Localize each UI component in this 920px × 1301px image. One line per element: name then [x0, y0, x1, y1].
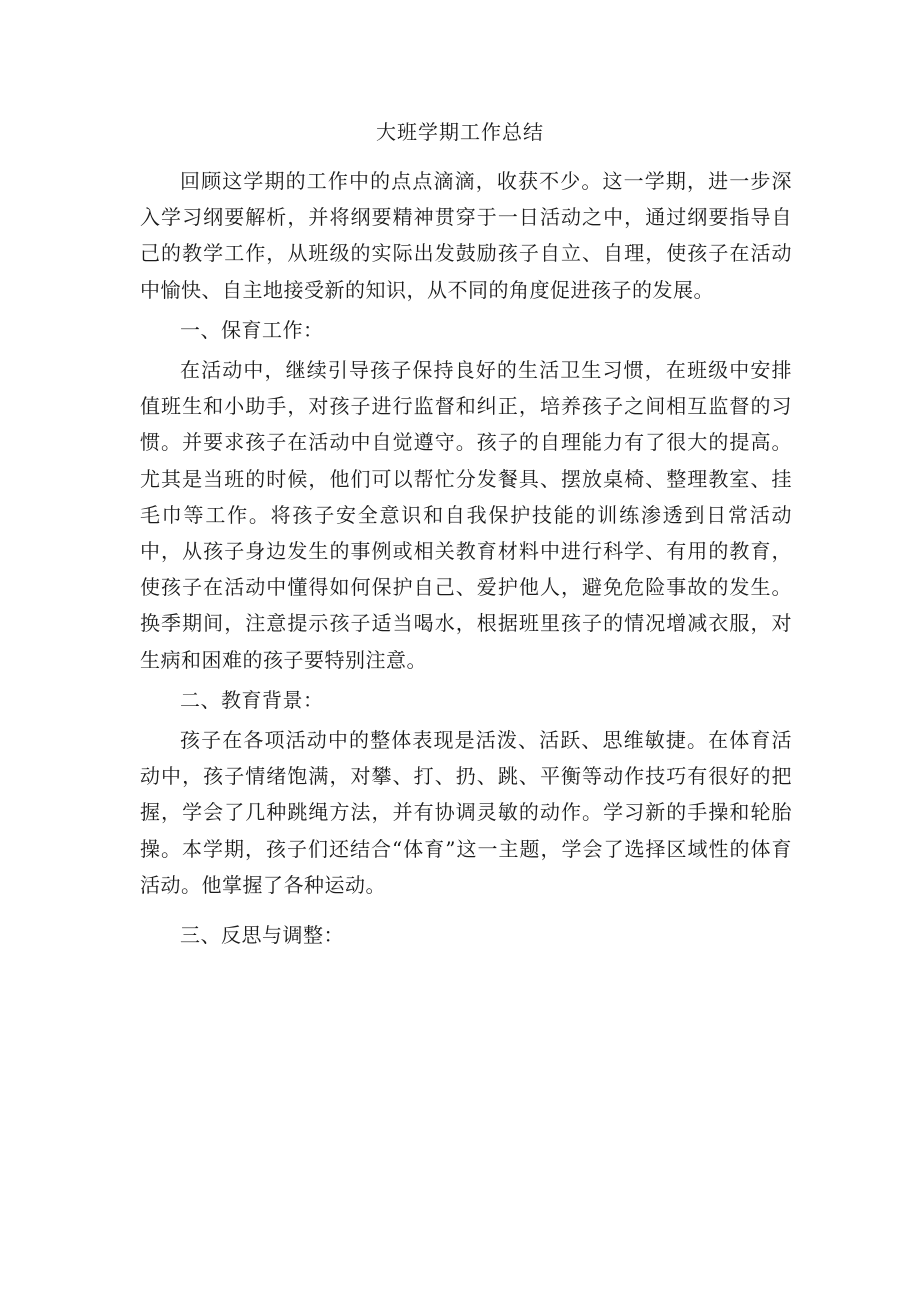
- section-heading-education: 二、教育背景：: [180, 687, 324, 712]
- document-title: 大班学期工作总结: [376, 120, 544, 144]
- spacer: [140, 903, 792, 917]
- section-heading-reflection: 三、反思与调整：: [180, 923, 344, 948]
- section-body-education: 孩子在各项活动中的整体表现是活泼、活跃、思维敏捷。在体育活动中，孩子情绪饱满，对攀、打、扔、跳、平衡等动作技巧有很好的把握，学会了几种跳绳方法，并有协调灵敏的动作。学习新的手操和轮胎操。本学期，孩子们还结合“体育”这一主题，学会了选择区域性的体育活动。他掌握了各种运动。: [140, 728, 792, 897]
- section-body-childcare: 在活动中，继续引导孩子保持良好的生活卫生习惯，在班级中安排值班生和小助手，对孩子进行监督和纠正，培养孩子之间相互监督的习惯。并要求孩子在活动中自觉遵守。孩子的自理能力有了很大的提高。尤其是当班的时候，他们可以帮忙分发餐具、摆放桌椅、整理教室、挂毛巾等工作。将孩子安全意识和自我保护技能的训练渗透到日常活动中，从孩子身边发生的事例或相关教育材料中进行科学、有用的教育，使孩子在活动中懂得如何保护自己、爱护他人，避免危险事故的发生。换季期间，注意提示孩子适当喝水，根据班里孩子的情况增减衣服，对生病和困难的孩子要特别注意。: [140, 358, 792, 672]
- intro-paragraph: 回顾这学期的工作中的点点滴滴，收获不少。这一学期，进一步深入学习纲要解析，并将纲要精神贯穿于一日活动之中，通过纲要指导自己的教学工作，从班级的实际出发鼓励孩子自立、自理，使孩子在活动中愉快、自主地接受新的知识，从不同的角度促进孩子的发展。: [140, 169, 792, 302]
- section-heading-childcare: 一、保育工作：: [180, 317, 324, 342]
- document-body: [140, 163, 792, 953]
